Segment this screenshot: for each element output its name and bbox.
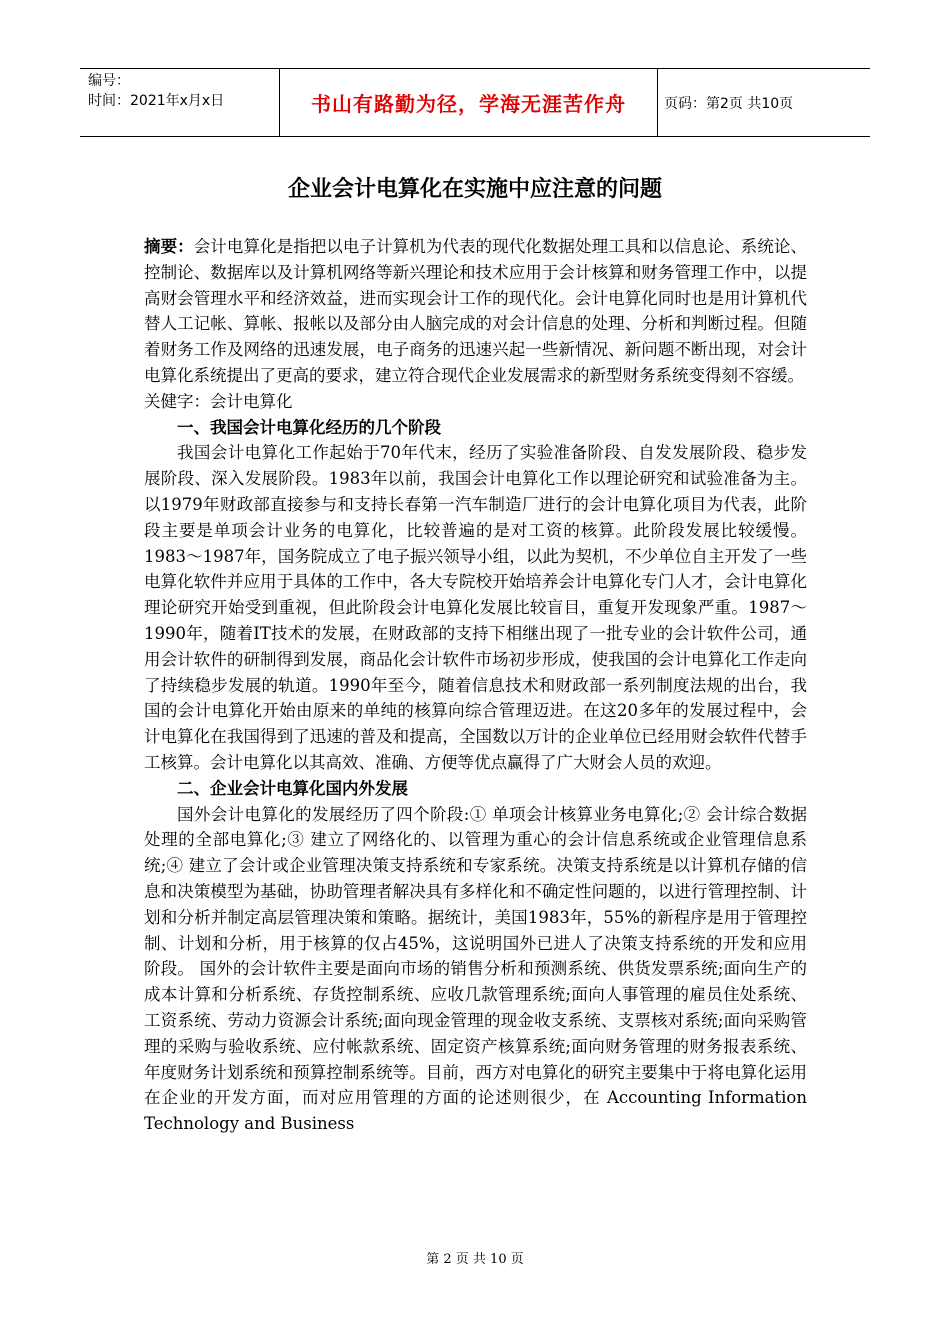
document-body [144,234,807,1137]
abstract-text: 会计电算化是指把以电子计算机为代表的现代化数据处理工具和以信息论、系统论、控制论、数据库以及计算机网络等新兴理论和技术应用于会计核算和财务管理工作中，以提高财会管理水平和经济效益，进而实现会计工作的现代化。会计电算化同时也是用计算机代替人工记帐、算帐、报帐以及部分由人脑完成的对会计信息的处理、分析和判断过程。但随着财务工作及网络的迅速发展，电子商务的迅速兴起一些新情况、新问题不断出现，对会计电算化系统提出了更高的要求，建立符合现代企业发展需求的新型财务系统变得刻不容缓。 [144,237,808,385]
document-date: 时间：2021年x月x日 [88,93,225,109]
section-heading-1: 一、我国会计电算化经历的几个阶段 [177,417,441,437]
keywords-line: 关健字：会计电算化 [144,391,293,411]
page-header [80,68,870,137]
section-body-2: 国外会计电算化的发展经历了四个阶段:① 单项会计核算业务电算化;② 会计综合数据处理的全部电算化;③ 建立了网络化的、以管理为重心的会计信息系统或企业管理信息系统;④ 建立了会计或企业管理决策支持系统和专家系统。决策支持系统是以计算机存储的信息和决策模型为基础，协助管理者解决具有多样化和不确定性问题的，以进行管理控制、计划和分析并制定高层管理决策和策略。据统计，美国1983年，55%的新程序是用于管理控制、计划和分析，用于核算的仅占45%，这说明国外已进人了决策支持系统的开发和应用阶段。 国外的会计软件主要是面向市场的销售分析和预测系统、供货发票系统;面向生产的成本计算和分析系统、存货控制系统、应收几款管理系统;面向人事管理的雇员住处系统、工资系统、劳动力资源会计系统;面向现金管理的现金收支系统、支票核对系统;面向采购管理的采购与验收系统、应付帐款系统、固定资产核算系统;面向财务管理的财务报表系统、年度财务计划系统和预算控制系统等。目前，西方对电算化的研究主要集中于将电算化运用在企业的开发方面，而对应用管理的方面的论述则很少，在 Accounting Information Technology and Business [144,804,807,1134]
header-motto: 书山有路勤为径，学海无涯苦作舟 [280,69,658,136]
section-heading-2: 二、企业会计电算化国内外发展 [177,778,408,798]
abstract-paragraph [144,234,807,389]
abstract-label: 摘要： [144,237,194,256]
header-page-info: 页码：第2页 共10页 [664,95,794,112]
section-body-1: 我国会计电算化工作起始于70年代末，经历了实验准备阶段、自发发展阶段、稳步发展阶段、深入发展阶段。1983年以前，我国会计电算化工作以理论研究和试验准备为主。以1979年财政部直接参与和支持长春第一汽车制造厂进行的会计电算化项目为代表，此阶段主要是单项会计业务的电算化，比较普遍的是对工资的核算。此阶段发展比较缓慢。1983～1987年，国务院成立了电子振兴领导小组，以此为契机，不少单位自主开发了一些电算化软件并应用于具体的工作中，各大专院校开始培养会计电算化专门人才，会计电算化理论研究开始受到重视，但此阶段会计电算化发展比较盲目，重复开发现象严重。1987～1990年，随着IT技术的发展，在财政部的支持下相继出现了一批专业的会计软件公司，通用会计软件的研制得到发展，商品化会计软件市场初步形成，使我国的会计电算化工作走向了持续稳步发展的轨道。1990年至今，随着信息技术和财政部一系列制度法规的出台，我国的会计电算化开始由原来的单纯的核算向综合管理迈进。在这20多年的发展过程中，会计电算化在我国得到了迅速的普及和提高，全国数以万计的企业单位已经用财会软件代替手工核算。会计电算化以其高效、准确、方便等优点赢得了广大财会人员的欢迎。 [144,443,807,772]
document-number-label: 编号： [88,73,130,89]
document-title: 企业会计电算化在实施中应注意的问题 [287,177,662,202]
page-footer: 第 2 页 共 10 页 [426,1252,524,1267]
header-meta [80,69,280,136]
